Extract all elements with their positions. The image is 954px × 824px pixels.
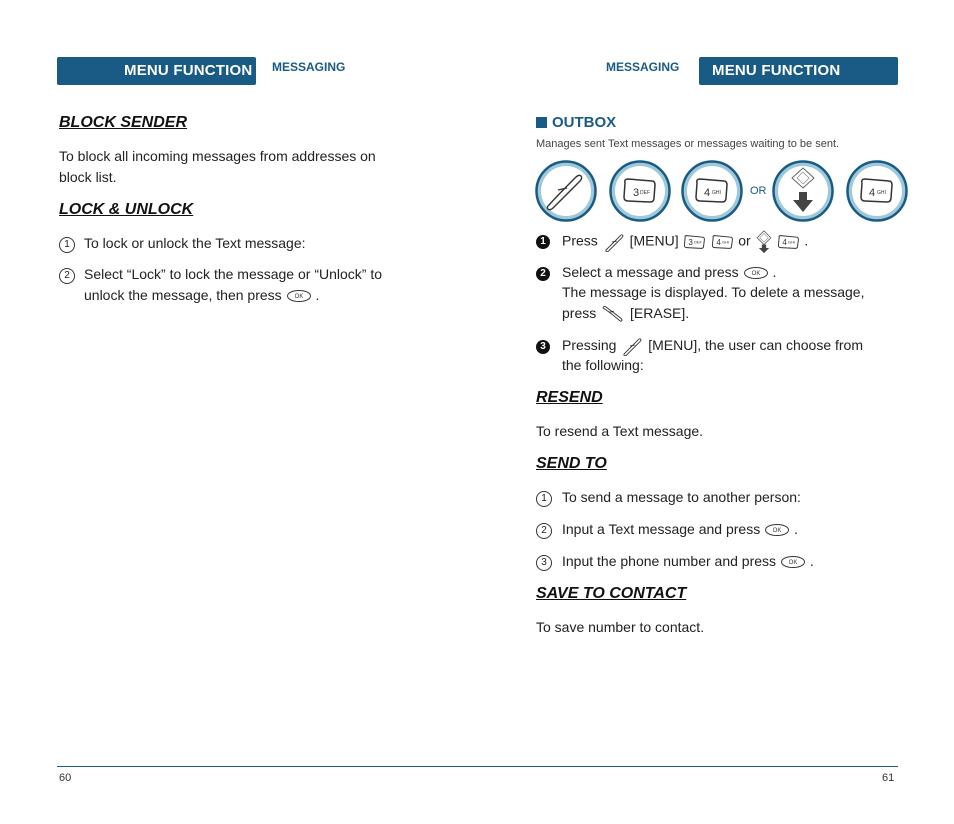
- right-page-number: 61: [882, 772, 895, 784]
- left-header-title: MENU FUNCTION: [124, 62, 253, 79]
- end-key-icon: [600, 304, 626, 324]
- step-number-3-filled: 3: [536, 340, 550, 354]
- resend-heading: RESEND: [536, 389, 603, 406]
- send-to-step2: [536, 519, 798, 540]
- s3-line1-pre: Pressing: [562, 337, 617, 353]
- outbox-step1: [536, 230, 809, 251]
- send-to-heading: SEND TO: [536, 455, 607, 472]
- lock-step2-line1: Select “Lock” to lock the message or “Unlock” to: [84, 266, 383, 282]
- key-3-circle-icon: [611, 162, 670, 221]
- s1-or: or: [738, 232, 751, 249]
- outbox-step2: [536, 262, 865, 321]
- key-4-circle-icon-2: [848, 162, 907, 221]
- svg-text:DEF: DEF: [640, 190, 650, 196]
- outbox-heading-text: OUTBOX: [552, 114, 617, 131]
- svg-text:GHI: GHI: [712, 190, 721, 196]
- lock-step2-line2: [84, 285, 319, 306]
- footer-rule: [57, 766, 898, 767]
- outbox-description: Manages sent Text messages or messages waiting to be sent.: [536, 138, 840, 150]
- s2-line2: The message is displayed. To delete a message,: [562, 284, 865, 300]
- save-to-contact-text: To save number to contact.: [536, 619, 705, 635]
- nav-down-circle-icon: [774, 162, 833, 221]
- key-sequence: [534, 159, 910, 223]
- outbox-step1-line: [562, 230, 808, 254]
- right-header-section: MESSAGING: [606, 60, 680, 74]
- outbox-square-icon: [536, 117, 547, 128]
- block-sender-text: [59, 146, 376, 188]
- block-sender-line1: To block all incoming messages from addresses on: [59, 148, 376, 164]
- menu-key-icon-2: [620, 336, 644, 356]
- left-page-number: 60: [59, 772, 72, 784]
- s3-line1-post: [MENU], the user can choose from: [648, 337, 864, 353]
- send-step3-end: .: [809, 553, 814, 569]
- s2-end: .: [772, 264, 777, 280]
- s2-line3-pre: press: [562, 305, 597, 321]
- send-step3-text: Input the phone number and press: [562, 553, 777, 569]
- svg-text:3: 3: [633, 187, 640, 199]
- s1-press: Press: [562, 232, 598, 249]
- right-header-bar: [699, 57, 898, 85]
- send-step-number-1: 1: [536, 491, 552, 507]
- left-header-bar: [57, 57, 256, 85]
- step-number-1-filled: 1: [536, 235, 550, 249]
- left-header-section: MESSAGING: [272, 60, 346, 74]
- send-step1-text: To send a message to another person:: [562, 489, 801, 505]
- svg-text:DEF: DEF: [694, 239, 703, 245]
- lock-unlock-heading: LOCK & UNLOCK: [59, 201, 194, 218]
- send-step3-line: [562, 551, 814, 572]
- send-step2-end: .: [793, 521, 798, 537]
- lock-step2: [59, 264, 419, 303]
- svg-text:GHI: GHI: [877, 190, 886, 196]
- svg-text:4: 4: [704, 187, 711, 199]
- block-sender-line2: block list.: [59, 169, 117, 185]
- outbox-step3: [536, 335, 864, 373]
- svg-text:GHI: GHI: [788, 239, 796, 245]
- outbox-step2-line3: [562, 303, 689, 324]
- send-step2-line: [562, 519, 798, 540]
- svg-text:GHI: GHI: [722, 239, 730, 245]
- send-step2-text: Input a Text message and press: [562, 521, 761, 537]
- ok-key-icon-4: [780, 555, 806, 569]
- ok-key-icon-3: [764, 523, 790, 537]
- right-header-title: MENU FUNCTION: [712, 62, 841, 79]
- key-4-icon: [710, 234, 734, 250]
- lock-step2-line2-text: unlock the message, then press: [84, 287, 282, 303]
- menu-key-circle-icon: [537, 162, 596, 221]
- s3-line2: the following:: [562, 357, 644, 373]
- send-step-number-2: 2: [536, 523, 552, 539]
- key-4-icon-2: [776, 234, 800, 250]
- lock-step1: [59, 233, 306, 254]
- step-number-2: 2: [59, 268, 75, 284]
- s1-end: .: [804, 232, 809, 249]
- key-3-icon: [682, 234, 706, 250]
- step-number-2-filled: 2: [536, 267, 550, 281]
- outbox-step2-line1: [562, 262, 776, 283]
- send-to-step3: [536, 551, 814, 572]
- lock-step2-end: .: [315, 287, 320, 303]
- key-4-circle-icon: [683, 162, 742, 221]
- s2-line1: Select a message and press: [562, 264, 739, 280]
- menu-key-icon: [602, 232, 626, 252]
- lock-step1-text: To lock or unlock the Text message:: [84, 235, 306, 251]
- or-label: OR: [750, 185, 767, 197]
- ok-key-icon: [286, 289, 312, 303]
- outbox-heading: [536, 114, 616, 131]
- step-number-1: 1: [59, 237, 75, 253]
- block-sender-heading: BLOCK SENDER: [59, 114, 188, 131]
- svg-text:3: 3: [688, 238, 694, 248]
- nav-down-key-icon: [755, 230, 773, 254]
- send-to-step1: [536, 487, 801, 508]
- ok-key-icon-2: [743, 266, 769, 280]
- outbox-step3-line1: [562, 335, 863, 356]
- svg-text:4: 4: [716, 238, 722, 248]
- save-to-contact-heading: SAVE TO CONTACT: [536, 585, 687, 602]
- s1-menu: [MENU]: [629, 232, 679, 249]
- svg-text:4: 4: [869, 187, 876, 199]
- svg-text:4: 4: [782, 238, 788, 248]
- resend-text: To resend a Text message.: [536, 423, 704, 439]
- s2-line3-post: [ERASE].: [630, 305, 690, 321]
- send-step-number-3: 3: [536, 555, 552, 571]
